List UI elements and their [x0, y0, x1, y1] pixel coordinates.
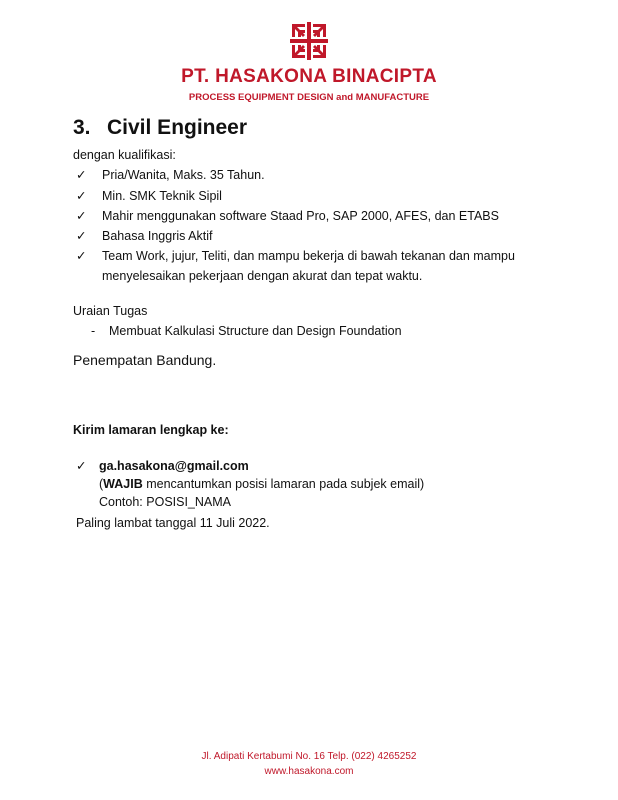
- list-item-continuation: menyelesaikan pekerjaan dengan akurat dan tepat waktu.: [102, 269, 423, 283]
- footer-address: Jl. Adipati Kertabumi No. 16 Telp. (022) 4265252: [201, 751, 417, 762]
- check-icon: ✓: [76, 249, 87, 263]
- list-item: Min. SMK Teknik Sipil: [102, 189, 222, 203]
- company-tagline: PROCESS EQUIPMENT DESIGN and MANUFACTURE: [188, 92, 430, 103]
- note-open: (: [99, 477, 104, 491]
- red-cross-arrows-logo: [288, 20, 330, 62]
- apply-note: [99, 475, 424, 493]
- placement-text: Penempatan Bandung.: [73, 352, 217, 368]
- check-icon: ✓: [76, 189, 87, 203]
- check-icon: ✓: [76, 168, 87, 182]
- list-item: Mahir menggunakan software Staad Pro, SAP 2000, AFES, dan ETABS: [102, 209, 499, 223]
- position-title: Civil Engineer: [107, 116, 248, 139]
- note-rest: mencantumkan posisi lamaran pada subjek email): [142, 477, 425, 491]
- apply-heading: Kirim lamaran lengkap ke:: [73, 423, 229, 437]
- email-address[interactable]: ga.hasakona@gmail.com: [99, 459, 249, 473]
- list-item: Pria/Wanita, Maks. 35 Tahun.: [102, 168, 265, 182]
- duty-item: Membuat Kalkulasi Structure dan Design Foundation: [109, 324, 402, 338]
- list-item: Bahasa Inggris Aktif: [102, 229, 213, 243]
- check-icon: ✓: [76, 459, 87, 473]
- duties-heading: Uraian Tugas: [73, 304, 148, 318]
- dash-bullet: -: [91, 324, 96, 338]
- apply-example: Contoh: POSISI_NAMA: [99, 495, 232, 509]
- check-icon: ✓: [76, 209, 87, 223]
- list-item: Team Work, jujur, Teliti, dan mampu bekerja di bawah tekanan dan mampu: [102, 249, 515, 263]
- deadline-text: Paling lambat tanggal 11 Juli 2022.: [76, 516, 270, 530]
- footer-website[interactable]: www.hasakona.com: [264, 766, 354, 777]
- note-required: WAJIB: [103, 477, 143, 491]
- position-number: 3.: [73, 116, 91, 139]
- company-name: PT. HASAKONA BINACIPTA: [181, 66, 437, 87]
- position-heading: [73, 116, 247, 140]
- check-icon: ✓: [76, 229, 87, 243]
- qualifications-intro: dengan kualifikasi:: [73, 148, 176, 162]
